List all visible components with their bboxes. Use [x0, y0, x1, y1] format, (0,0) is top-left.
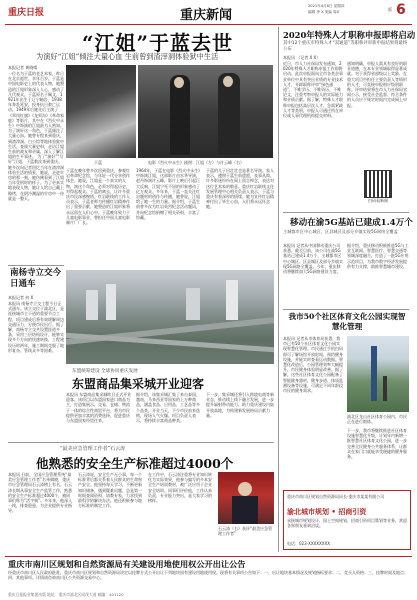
right-lower-body-col1: 本报讯 记者从市体育局获悉，我市已有50个社区体育文化公园实现智慧化管理。市民通过手机扫码即可了解场馆开放时间、预约健身设施，并能实时查看运动数据。智慧化改造后，公园管理效率大幅提升，市民健身体验明显改善。据了解，这些社区体育文化公园配备了智能健身器材、健身步道、体质监测设备等设施，可满足不同年龄段市民的健身需求。	[283, 336, 343, 394]
right-column-divider	[278, 27, 279, 552]
movie-still-caption: 电影《烈火中永生》剧照：江姐（左）与许云峰（右）	[148, 160, 244, 165]
page-label: 版	[388, 7, 392, 12]
aerial-body-col1: 本报讯 东盟商品集采城昨日正式开业迎客。该项目以东盟国家进口商品为主，打造集展示、交易、仓储、物流于一体的综合性商贸平台，将为市民提供更加丰富的消费选择，促进重庆与东盟国家经贸往来。	[66, 392, 132, 424]
right-top-headline: 2020年特殊人才职称申报即将启动	[283, 30, 416, 40]
masthead-rule	[5, 24, 412, 25]
park-photo-caption: 渝北区龙山社区体育公园内，市民正在进行锻炼。	[347, 414, 407, 425]
right-mid-headline: 移动在渝5G基站已建成1.4万个	[290, 218, 413, 228]
sidebar-body: 本报讯 南杨寺立交工程今日正式通车。该立交位于渝北区，是连接城市主干道的重要节点工程，项目建成后将有效缓解周边交通压力，方便市民出行。据了解，南杨寺立交共设置匝道多条，采用三层结构设计，能够实现多个方向的快速转换，工程建设历时两年，施工期间克服了地形复杂、管线众多等困难。	[8, 301, 64, 353]
right-top-byline: 本报讯 （记者 X X）	[283, 55, 321, 60]
right-lower-divider	[283, 309, 409, 310]
lead-headline: “江姐”于蓝去世	[82, 31, 234, 55]
section-title: 重庆新闻	[180, 8, 233, 23]
newspaper-logo: 重庆日报	[8, 8, 45, 18]
bottom-body-col1: 本报讯 日前，全国应急管理系统“最美应急管理工作者”名单揭晓，重庆市应急管理局石云涛榜上有名。石云涛长期从事安全生产监管工作，熟悉的安全生产标准超过4000个，被同事们称为“活字典”。多年来，他深入一线，排查隐患，为企业提供专业指导。	[8, 472, 73, 514]
notice-body: 经重庆市南川区人民政府批准，重庆市南川区规划和自然资源局决定以挂牌方式公开出让下列地块国有建设用地使用权。现将有关事项公告如下：一、出让地块基本情况及规划指标要求；二、竞买人资格；三、挂牌时间及地点；四、其他事项。详情请咨询南川区公共资源交易中心。	[8, 570, 408, 581]
bottom-kicker: “最美应急管理工作者”石云涛	[60, 446, 126, 452]
lead-byline: 本报记者 黄晓晴	[8, 65, 38, 70]
ad-line2: 渝北城市规划 • 招商引资	[287, 507, 367, 516]
footer-line: 重庆日报报业集团出版 地址：重庆市渝北区同茂大道 邮编：401120	[8, 592, 124, 597]
award-photo	[218, 472, 274, 524]
portrait-caption: 于蓝	[94, 160, 102, 165]
right-lower-headline: 我市50个社区体育文化公园实现智慧化管理	[288, 312, 406, 331]
sidebar-headline: 南杨寺立交今日通车	[10, 268, 62, 289]
right-mid-divider	[283, 212, 409, 213]
aerial-kicker: 东盟统筹建设 全球协同重庆发展	[72, 369, 138, 374]
ad-body: 承接城市规划设计、国土空间规划、招商引资项目策划等业务，欢迎各界朋友垂询洽谈。	[287, 518, 407, 529]
aerial-body-col2: 据介绍，该集采城汇集了来自泰国、越南、马来西亚等国家的上万种商品，涵盖食品、日用品、工艺品等多个品类。开业当天，不少市民前来选购，现场人气火爆。项目负责人表示，将持续丰富商品种类。	[136, 392, 200, 424]
ad-line1: 重庆市南川区规划自然资源局局长·重庆市某某有限公司	[287, 494, 385, 499]
bottom-body-col3: 在工作中，石云涛注重将专业知识转化为实际效果，他参与编写的多本安全生产培训教材，被广泛应用于企业安全培训。同事们评价他，工作认真负责，专业能力突出，是大家学习的榜样。	[148, 472, 212, 504]
lead-body-col2: 于蓝在晚年曾多次回到重庆，参观红岩革命纪念馆，与年轻一代分享创作体会。她说，江姐是一个真实的人物，演这个角色，必须对得起历史，对得起观众。于蓝的离去，让许多重庆市民深感惋惜。红岩联线的工作人员表示，于蓝老师为传播红岩精神作出了重要贡献，她塑造的江姐形象将永远留在人们心中。于蓝晚年致力于儿童电影事业，曾担任中国儿童电影制片厂厂长。	[66, 168, 130, 226]
lead-body-col1: 一位名为于蓝的老艺术家，昨日在北京逝世，享年百岁。于蓝是中国电影史上的代表人物，她塑造的江姐形象深入人心，感动了几代观众。于蓝原名于佩文，1921年出生于辽宁岫岩，1938年奔赴延安，投身抗日救亡运动。1949年后她先后主演了《翠岗红旗》《龙须沟》《革命家庭》等影片，其中在《烈火中永生》中饰演的江姐最为人熟知。为了演好这一角色，于蓝倾注了大量心血。她曾专程来到重庆，到渣滓洞、白公馆等地体验狱中生活，查阅大量史料，走访江姐生前的战友和亲属，深入了解江姐的生平事迹。 为了“演好”“写好”江姐，于蓝数次来到重庆。她多次向记者回忆当年在渣滓洞体验生活的情景，她说，走进牢房的那一刻，她仿佛看到了江姐当年受刑时的样子。为了更真实地表现人物，她让人给自己戴上镣铐，在阴冷潮湿的牢房中一待就是一整天。	[8, 71, 64, 201]
editor-line: 编辑 李 X 美编 周X	[308, 10, 340, 14]
notice-headline: 重庆市南川区规划和自然资源局有关建设用地使用权公开出让公告	[8, 559, 246, 569]
bottom-body-col2: 石云涛说，安全生产无小事，每一个标准背后都关系着人民群众的生命财产安全。他坚持每天学习，不断更新知识储备，遇到疑难问题，总是第一时间查阅资料、请教专家，力求找到最科学的解决办法。他还积极参与地方标准的制定工作。	[78, 472, 142, 509]
sidebar-divider	[8, 265, 64, 266]
park-photo	[347, 336, 409, 412]
notice-top-rule	[5, 556, 412, 557]
lead-subhead: 为演好“江姐”倾注大量心血 生前曾到渣滓洞体验狱中生活	[36, 52, 219, 61]
masthead	[0, 0, 417, 26]
qr-code[interactable]	[364, 170, 392, 198]
right-mid-body-col2: 据介绍，重庆移动积极推进5G与工业互联网、智慧医疗、智慧交通等领域深度融合，打造了一批5G应用示范项目，为我市数字经济发展提供有力支撑，助推智慧城市建设。	[347, 243, 409, 269]
award-caption: 石云涛（右）获评“最美应急管理工作者”	[218, 526, 273, 537]
movie-still-photo	[138, 65, 273, 158]
bottom-headline: 他熟悉的安全生产标准超过4000个	[36, 456, 234, 471]
aerial-body-col3: 下一步，集采城还将引入跨境电商等新业态，推动线上线下融合发展，进一步提升辐射带动能力，助力重庆建设内陆开放高地，为构建新发展格局贡献力量。	[206, 392, 274, 418]
ad-box	[283, 490, 411, 550]
lead-body-col3: 1964年，于蓝在电影《烈火中永生》中饰演江姐，这部影片由水华导演，赵丹饰演许云峰。影片上映后引起巨大反响，江姐宁死不屈的形象感动了亿万观众。多年来，于蓝一直关注红岩题材的创作与传播，她曾说，江姐给了她一生的力量。据介绍，于蓝生前曾多次为红岩英烈纪念活动题词，并向纪念馆捐赠了相关资料，丰富了馆藏。	[136, 168, 201, 220]
ad-line3: 电话：023-XXXXXXXX	[287, 541, 330, 546]
aerial-headline: 东盟商品集采城开业迎客	[72, 377, 205, 391]
date-line: 2021年4月8日 星期四	[308, 4, 345, 8]
qr-label: 扫码看新闻	[368, 198, 388, 203]
right-mid-body-col1: 本报讯 记者从中国移动重庆公司获悉，截至目前，该公司在渝5G基站已建成1.4万个，主城都市区中心城区、区县城区及部分乡镇实现5G网络全覆盖。今年，重庆移动将继续加大5G网络建设力度。	[283, 243, 343, 275]
sidebar-byline: 本报记者 何 X	[8, 295, 34, 300]
aerial-city-photo	[66, 270, 274, 364]
lead-body-col4: 于蓝的儿子田壮壮也是著名导演。家人表示，遵照于蓝生前遗愿，丧事从简。许多影迷纷纷在网上留言悼念，表达对这位艺术家的敬意。重庆红岩联线文化发展管理中心相关负责人表示，于蓝与重庆有着深厚的情缘，她为宣传红岩精神付出了毕生心血，人们将永远怀念她。	[206, 168, 274, 210]
right-top-body-col1: 近日，市人力社保局发布通知，2020年特殊人才职称申报工作即将启动。此次申报面向全市各类企事业单位中具有突出业绩的专业技术人才，开辟职称评审“绿色通道”，不唯学历、不唯资历、不唯论文，注重考察申报人的实际能力和业绩贡献。据了解，特殊人才职称申报包括高层次人才、急需紧缺人才等类别，申报人可通过所在单位或人事代理机构提交材料。	[283, 61, 343, 119]
right-top-subhead: 其中12个重庆市特殊人才“双通道”等职称评审新申报结果将最终公布	[283, 41, 408, 52]
right-lower-body-col2: 下一步，我市将继续推进社区体育设施智慧化升级，计划年内新增一批智慧社区体育文化公园，进一步完善全民健身公共服务体系，让群众在家门口就能享受便捷的健身服务。	[347, 428, 407, 460]
page-number: 6	[396, 2, 406, 18]
right-mid-subhead: 主城都市区中心城区、区县城区及部分乡镇实现5G网络全覆盖	[283, 229, 398, 234]
right-top-body-col2: 通知明确，申报人需具有良好的职业道德，在本专业领域取得显著成就。对于获得省部级以上奖励、在重大项目中担任主要负责人等情形的人才，可直接申报相应级别职称。评审结果将在市人力社保局官网公示，接受社会监督。符合条件的人员应于规定时间内完成网上申报。	[347, 61, 407, 108]
bottom-divider	[8, 442, 274, 443]
portrait-photo	[66, 65, 136, 158]
